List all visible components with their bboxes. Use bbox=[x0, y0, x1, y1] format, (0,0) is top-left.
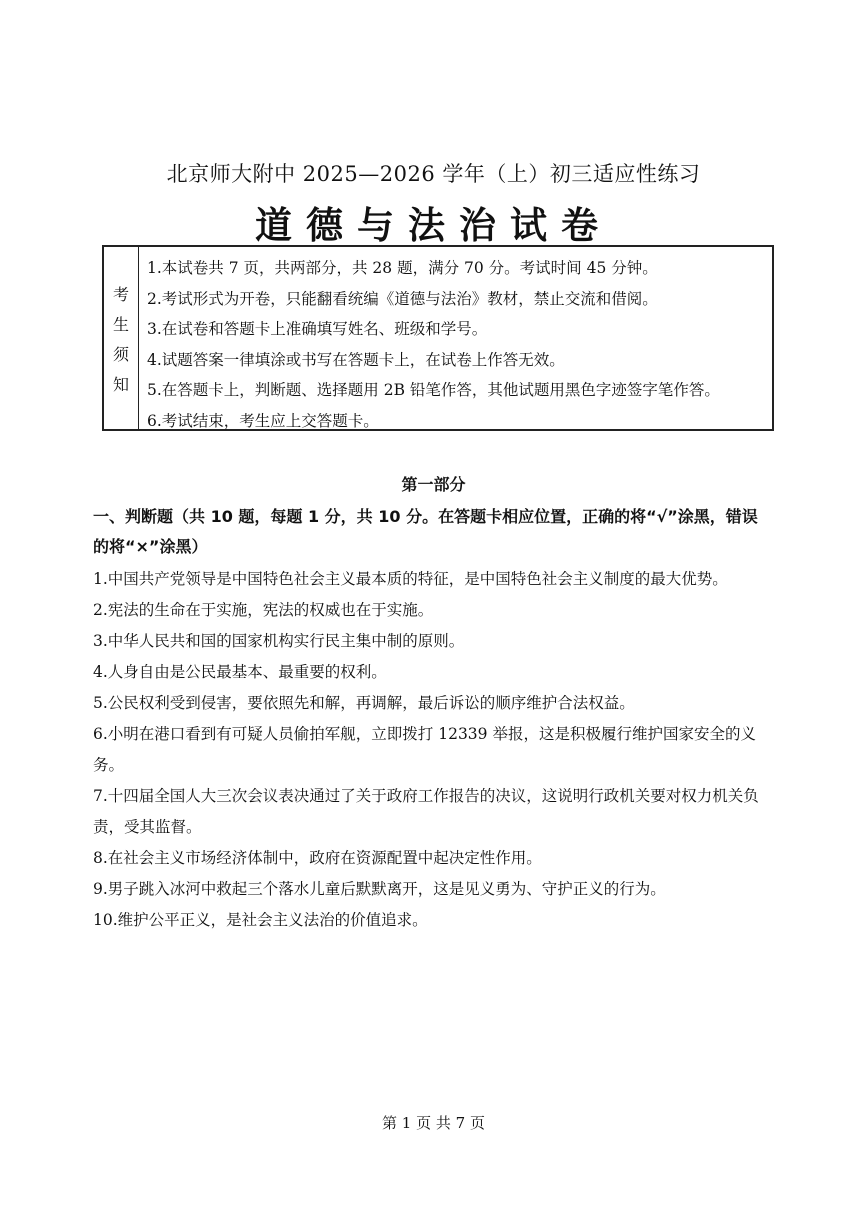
notice-item: 3.在试卷和答题卡上准确填写姓名、班级和学号。 bbox=[147, 320, 488, 338]
question-item: 4.人身自由是公民最基本、最重要的权利。 bbox=[93, 663, 387, 681]
question-item: 8.在社会主义市场经济体制中，政府在资源配置中起决定性作用。 bbox=[93, 849, 542, 867]
notice-item: 2.考试形式为开卷，只能翻看统编《道德与法治》教材，禁止交流和借阅。 bbox=[147, 289, 658, 308]
question-list bbox=[93, 564, 773, 936]
question-item: 10.维护公平正义，是社会主义法治的价值追求。 bbox=[93, 911, 428, 929]
question-item: 3.中华人民共和国的国家机构实行民主集中制的原则。 bbox=[93, 632, 465, 650]
notice-label bbox=[104, 247, 139, 429]
question-item: 9.男子跳入冰河中救起三个落水儿童后默默离开，这是见义勇为、守护正义的行为。 bbox=[93, 880, 666, 898]
page-footer: 第 1 页 共 7 页 bbox=[382, 1114, 485, 1132]
notice-label-char: 考 bbox=[112, 285, 129, 304]
question-item: 5.公民权利受到侵害，要依照先和解，再调解，最后诉讼的顺序维护合法权益。 bbox=[93, 694, 635, 712]
exam-notice-box bbox=[102, 245, 774, 431]
exam-subtitle: 北京师大附中 2025—2026 学年（上）初三适应性练习 bbox=[166, 162, 701, 186]
notice-item: 6.考试结束，考生应上交答题卡。 bbox=[147, 411, 379, 430]
exam-title: 道德与法治试卷 bbox=[255, 204, 612, 247]
question-item: 6.小明在港口看到有可疑人员偷拍军舰，立即拨打 12339 举报，这是积极履行维护国家安全的义务。 bbox=[93, 725, 756, 774]
question-item: 2.宪法的生命在于实施，宪法的权威也在于实施。 bbox=[93, 601, 434, 619]
notice-items bbox=[139, 247, 772, 429]
notice-label-char: 须 bbox=[112, 345, 129, 364]
notice-item: 4.试题答案一律填涂或书写在答题卡上，在试卷上作答无效。 bbox=[147, 350, 565, 369]
part-title: 第一部分 bbox=[401, 475, 466, 494]
notice-item: 1.本试卷共 7 页，共两部分，共 28 题，满分 70 分。考试时间 45 分钟。 bbox=[147, 259, 658, 277]
section-header: 一、判断题（共 10 题，每题 1 分，共 10 分。在答题卡相应位置，正确的将“√”涂黑，错误的将“×”涂黑） bbox=[93, 507, 758, 556]
question-item: 1.中国共产党领导是中国特色社会主义最本质的特征，是中国特色社会主义制度的最大优势。 bbox=[93, 570, 728, 588]
question-item: 7.十四届全国人大三次会议表决通过了关于政府工作报告的决议，这说明行政机关要对权力机关负责，受其监督。 bbox=[93, 787, 759, 836]
notice-label-char: 生 bbox=[112, 315, 129, 334]
notice-label-char: 知 bbox=[112, 375, 129, 394]
notice-item: 5.在答题卡上，判断题、选择题用 2B 铅笔作答，其他试题用黑色字迹签字笔作答。 bbox=[147, 381, 720, 399]
